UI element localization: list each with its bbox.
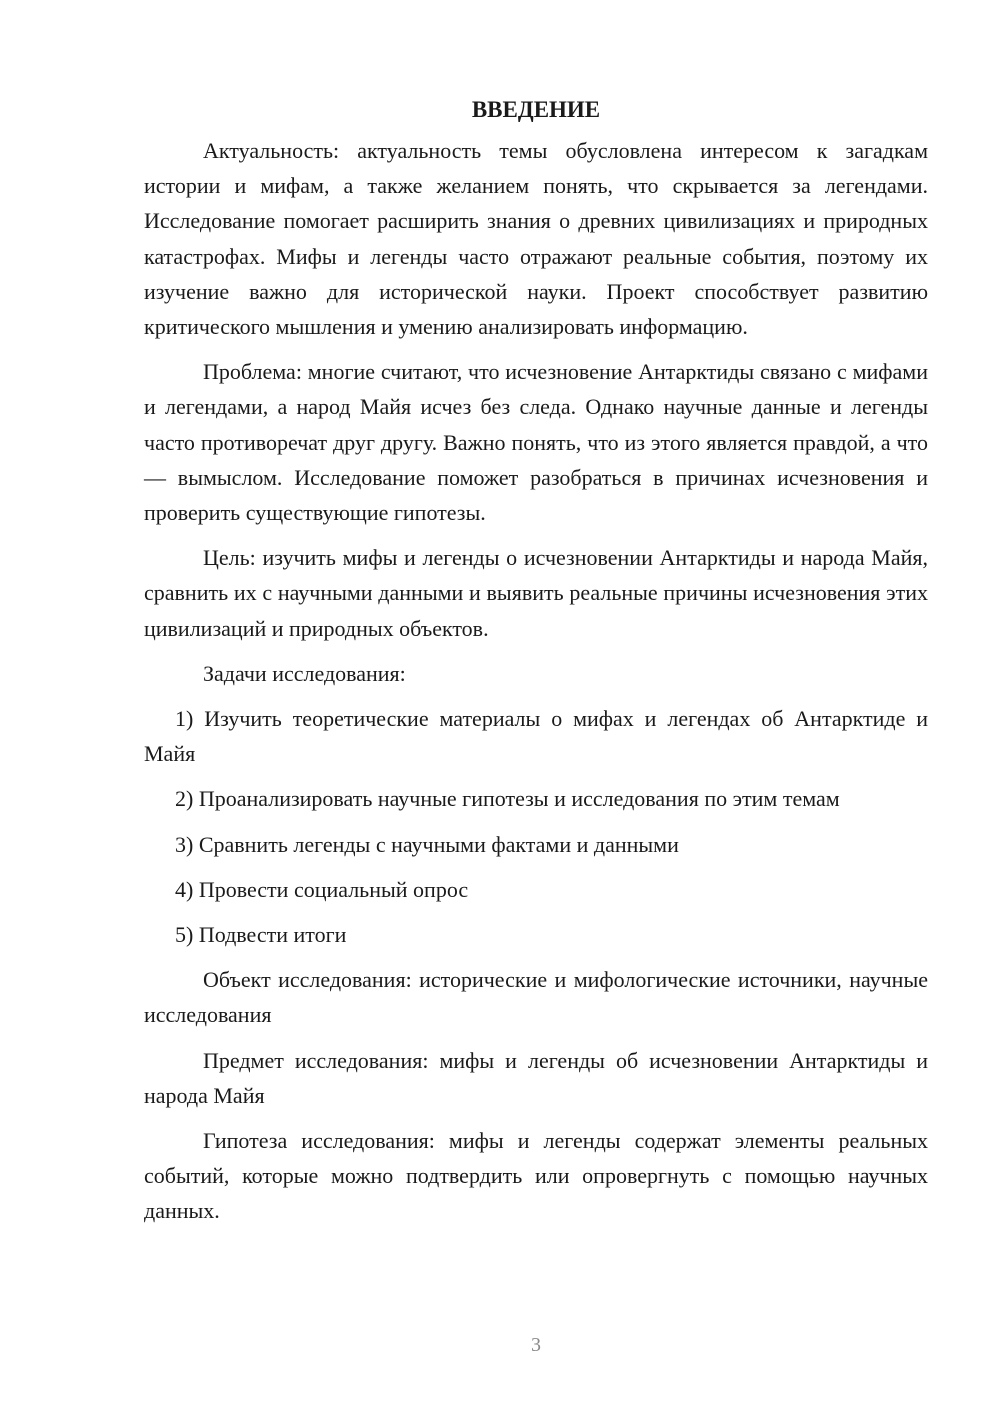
- task-item-3: 3) Сравнить легенды с научными фактами и данными: [175, 831, 679, 857]
- task-item-1: 1) Изучить теоретические материалы о мифах и легендах об Антарктиде и Майя: [144, 706, 928, 767]
- subject-paragraph: Предмет исследования: мифы и легенды об исчезновении Антарктиды и народа Майя: [144, 1047, 928, 1108]
- document-page: [144, 92, 928, 1239]
- object-paragraph: Объект исследования: исторические и мифологические источники, научные исследования: [144, 967, 928, 1028]
- hypothesis-paragraph: Гипотеза исследования: мифы и легенды содержат элементы реальных событий, которые можно подтвердить или опровергнуть с помощью научных данных.: [144, 1128, 928, 1224]
- section-title: ВВЕДЕНИЕ: [471, 97, 601, 122]
- tasks-heading: Задачи исследования:: [203, 660, 406, 686]
- problem-paragraph: Проблема: многие считают, что исчезновение Антарктиды связано с мифами и легендами, а народ Майя исчез без следа. Однако научные данные и легенды часто противоречат друг другу. Важно понять, что из этого является правдой, а что — вымыслом. Исследование поможет разобраться в причинах исчезновения и проверить существующие гипотезы.: [144, 359, 928, 526]
- task-item-4: 4) Провести социальный опрос: [175, 876, 469, 902]
- page-number: 3: [531, 1334, 541, 1356]
- relevance-paragraph: Актуальность: актуальность темы обусловлена интересом к загадкам истории и мифам, а также желанием понять, что скрывается за легендами. Исследование помогает расширить знания о древних цивилизациях и природных катастрофах. Мифы и легенды часто отражают реальные события, поэтому их изучение важно для исторической науки. Проект способствует развитию критического мышления и умению анализировать информацию.: [144, 138, 928, 340]
- goal-paragraph: Цель: изучить мифы и легенды о исчезновении Антарктиды и народа Майя, сравнить их с научными данными и выявить реальные причины исчезновения этих цивилизаций и природных объектов.: [144, 545, 928, 641]
- task-item-5: 5) Подвести итоги: [175, 922, 347, 948]
- task-item-2: 2) Проанализировать научные гипотезы и исследования по этим темам: [175, 786, 840, 812]
